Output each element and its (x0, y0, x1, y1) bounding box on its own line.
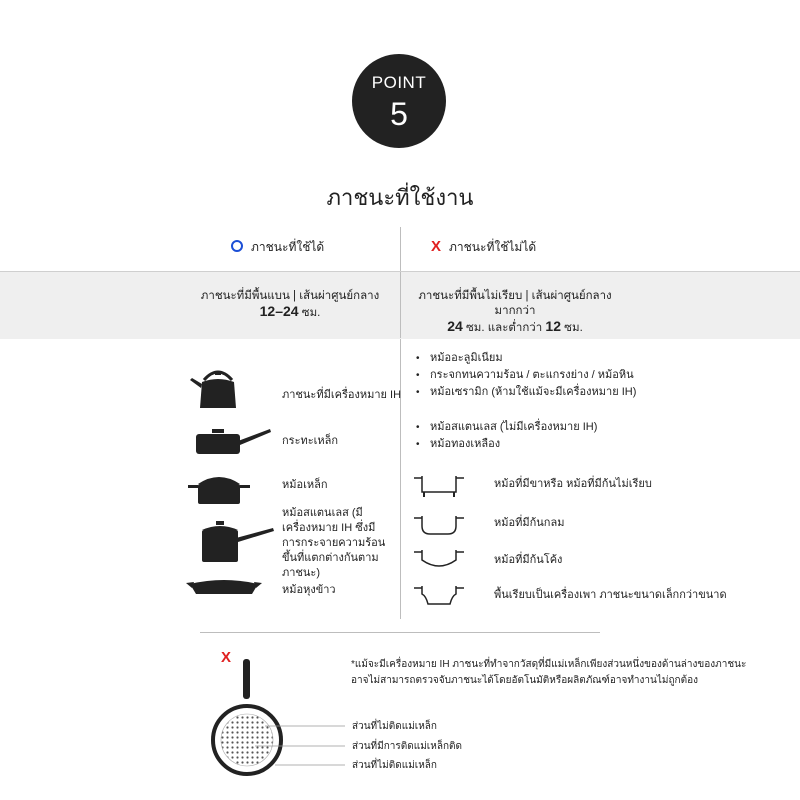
usable-item-5: หม้อหุงข้าว (282, 584, 336, 596)
usable-size-unit: ซม. (298, 307, 321, 319)
unusable-shape-1: หม้อที่มีขาหรือ หม้อที่มีก้นไม่เรียบ (494, 478, 652, 490)
round-bottom-pot-icon (412, 510, 466, 538)
frying-pan-icon (194, 425, 274, 457)
usable-item-3: หม้อเหล็ก (282, 479, 328, 491)
pan-label-2: ส่วนที่มีการติดแม่เหล็กติด (352, 741, 462, 752)
list-item: • หม้อสแตนเลส (ไม่มีเครื่องหมาย IH) (416, 419, 597, 436)
legged-pot-icon (412, 470, 466, 498)
kettle-icon (188, 362, 248, 412)
note-text (351, 657, 746, 689)
pan-label-3: ส่วนที่ไม่ติดแม่เหล็ก (352, 760, 437, 771)
divider (400, 339, 401, 619)
unusable-shape-2: หม้อที่มีก้นกลม (494, 517, 565, 529)
saucepan-icon (196, 518, 276, 564)
usable-size (190, 289, 390, 321)
usable-item-1: ภาชนะที่มีเครื่องหมาย IH (282, 389, 402, 401)
section-divider (200, 632, 600, 633)
usable-item-2: กระทะเหล็ก (282, 435, 339, 447)
note-line-2: อาจไม่สามารถตรวจจับภาชนะได้โดยอัตโนมัติหรือผลิตภัณฑ์อาจทำงานไม่ถูกต้อง (351, 675, 698, 686)
unusable-header-label: ภาชนะที่ใช้ไม่ได้ (449, 240, 537, 254)
unusable-size-text: ภาชนะที่มีพื้นไม่เรียบ | เส้นผ่าศูนย์กลางมากกว่า (418, 290, 612, 317)
usable-header-label: ภาชนะที่ใช้ได้ (251, 240, 325, 254)
usable-size-text: ภาชนะที่มีพื้นแบน | เส้นผ่าศูนย์กลาง (200, 290, 380, 302)
usable-item-4: หม้อสแตนเลส (มีเครื่องหมาย IH ซึ่งมีการกระจายความร้อนขึ้นที่แตกต่างกันตามภาชนะ) (282, 507, 386, 579)
x-icon: X (431, 238, 442, 255)
list-item: • หม้ออะลูมิเนียม (416, 350, 636, 367)
curved-bottom-pot-icon (412, 546, 466, 574)
usable-size-range: 12–24 (259, 303, 299, 319)
badge-number: 5 (390, 96, 408, 132)
unusable-header (431, 238, 536, 257)
list-item: • กระจกทนความร้อน / ตะแกรงย่าง / หม้อหิน (416, 367, 636, 384)
rice-pot-icon (184, 576, 264, 598)
unusable-size-mid: ซม. และต่ำกว่า (462, 322, 546, 334)
unusable-list-1 (416, 350, 636, 401)
unusable-size-n1: 24 (447, 318, 463, 334)
list-item: • หม้อทองเหลือง (416, 436, 597, 453)
divider (400, 272, 401, 338)
unusable-size-n2: 12 (545, 318, 561, 334)
unusable-list-2 (416, 419, 597, 453)
page-title: ภาชนะที่ใช้งาน (326, 185, 474, 210)
pot-icon (186, 472, 252, 506)
note-line-1: *แม้จะมีเครื่องหมาย IH ภาชนะที่ทำจากวัสดุที่มีแม่เหล็กเพียงส่วนหนึ่งของด้านล่างของภาชนะ (351, 659, 747, 670)
list-item: • หม้อเซรามิก (ห้ามใช้แม้จะมีเครื่องหมาย IH) (416, 384, 636, 401)
badge-label: POINT (371, 73, 427, 92)
small-base-pot-icon (412, 582, 466, 610)
warning-x-icon: X (221, 649, 232, 666)
unusable-size (405, 289, 625, 336)
unusable-shape-3: หม้อที่มีก้นโค้ง (494, 554, 563, 566)
divider (400, 227, 401, 271)
point-badge (352, 54, 446, 148)
unusable-size-unit: ซม. (560, 322, 583, 334)
pan-diagram (205, 655, 345, 785)
pan-label-1: ส่วนที่ไม่ติดแม่เหล็ก (352, 721, 437, 732)
usable-header (231, 238, 324, 257)
unusable-shape-4: พื้นเรียบเป็นเครื่องเพา ภาชนะขนาดเล็กกว่าขนาด (494, 589, 727, 601)
circle-icon (231, 240, 243, 252)
